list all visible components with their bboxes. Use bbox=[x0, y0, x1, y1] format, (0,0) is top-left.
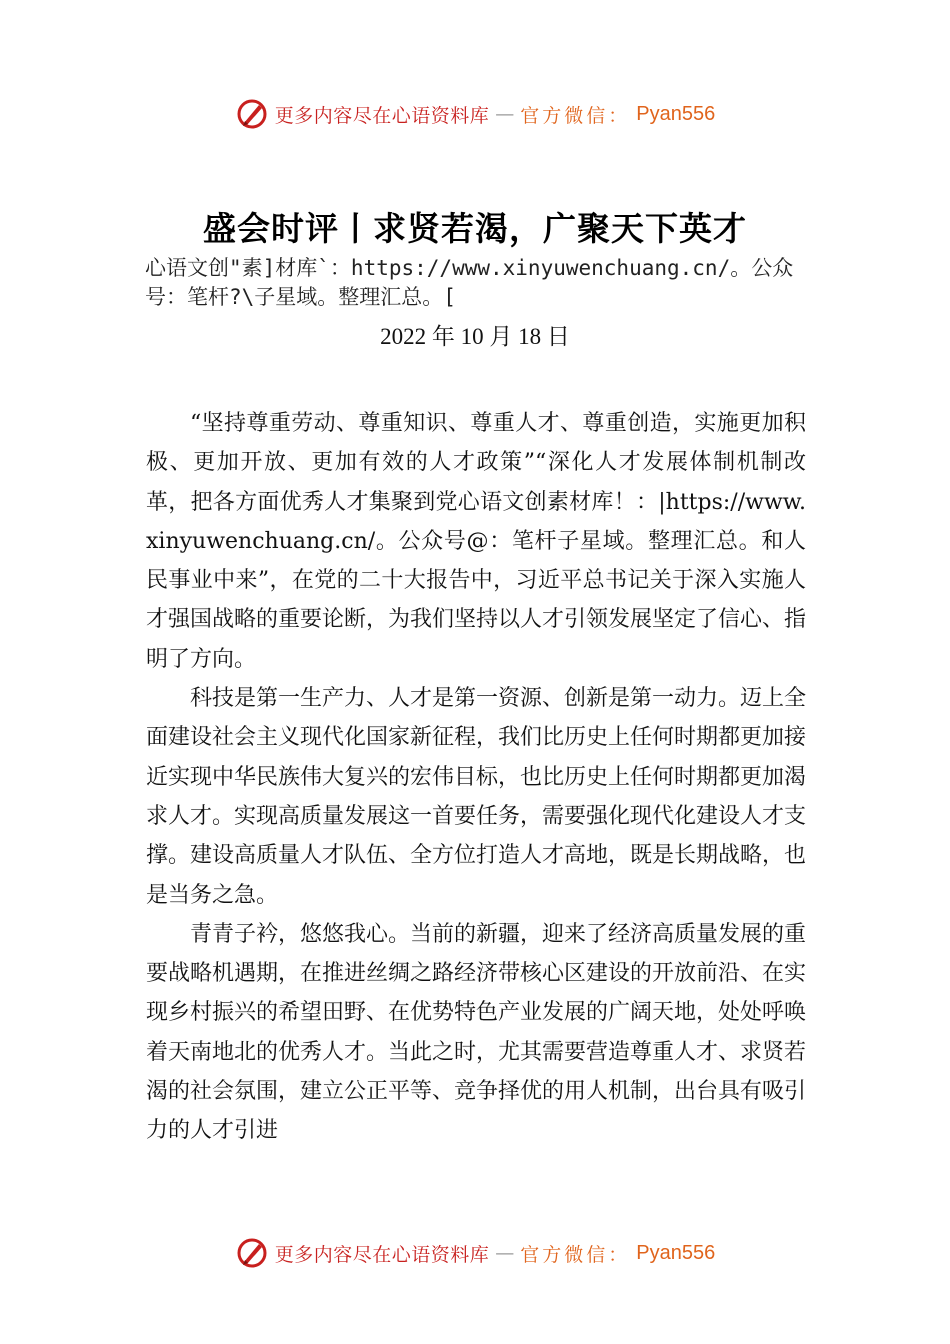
paragraph: 青青子衿，悠悠我心。当前的新疆，迎来了经济高质量发展的重要战略机遇期，在推进丝绸之路经济带核心区建设的开放前沿、在实现乡村振兴的希望田野、在优势特色产业发展的广阔天地，处处呼唤着天南地北的优秀人才。当此之时，尤其需要营造尊重人才、求贤若渴的社会氛围，建立公正平等、竞争择优的用人机制，出台具有吸引力的人才引进 bbox=[146, 921, 807, 1144]
article-title: 盛会时评丨求贤若渴，广聚天下英才 bbox=[203, 209, 747, 248]
article-date: 2022 年 10 月 18 日 bbox=[380, 324, 570, 349]
article-body bbox=[146, 404, 806, 1151]
footer-banner bbox=[0, 1233, 950, 1273]
article-source: 心语文创"素]材库`：https://www.xinyuwenchuang.cn/。公众号：笔杆?\子星域。整理汇总。[ bbox=[145, 256, 794, 309]
banner-separator: — bbox=[495, 103, 515, 125]
banner-label: 官方微信： bbox=[520, 1243, 631, 1266]
banner-text: 更多内容尽在心语资料库 bbox=[274, 1243, 490, 1266]
quill-logo-icon bbox=[235, 1236, 269, 1270]
header-banner bbox=[0, 94, 950, 134]
banner-wechat-id: Pyan556 bbox=[636, 1241, 716, 1264]
quill-logo-icon bbox=[235, 97, 269, 131]
banner-separator: — bbox=[495, 1242, 515, 1264]
banner-wechat-id: Pyan556 bbox=[636, 102, 716, 125]
paragraph: “坚持尊重劳动、尊重知识、尊重人才、尊重创造，实施更加积极、更加开放、更加有效的人才政策”“深化人才发展体制机制改革，把各方面优秀人才集聚到党心语文创素材库！：|https://www.xinyuwenchuang.cn/。公众号@：笔杆子星域。整理汇总。和人民事业中来”，在党的二十大报告中，习近平总书记关于深入实施人才强国战略的重要论断，为我们坚持以人才引领发展坚定了信心、指明了方向。 bbox=[146, 411, 807, 672]
banner-label: 官方微信： bbox=[520, 104, 631, 127]
paragraph: 科技是第一生产力、人才是第一资源、创新是第一动力。迈上全面建设社会主义现代化国家新征程，我们比历史上任何时期都更加接近实现中华民族伟大复兴的宏伟目标，也比历史上任何时期都更加渴求人才。实现高质量发展这一首要任务，需要强化现代化建设人才支撑。建设高质量人才队伍、全方位打造人才高地，既是长期战略，也是当务之急。 bbox=[146, 686, 807, 908]
banner-text: 更多内容尽在心语资料库 bbox=[274, 104, 490, 127]
